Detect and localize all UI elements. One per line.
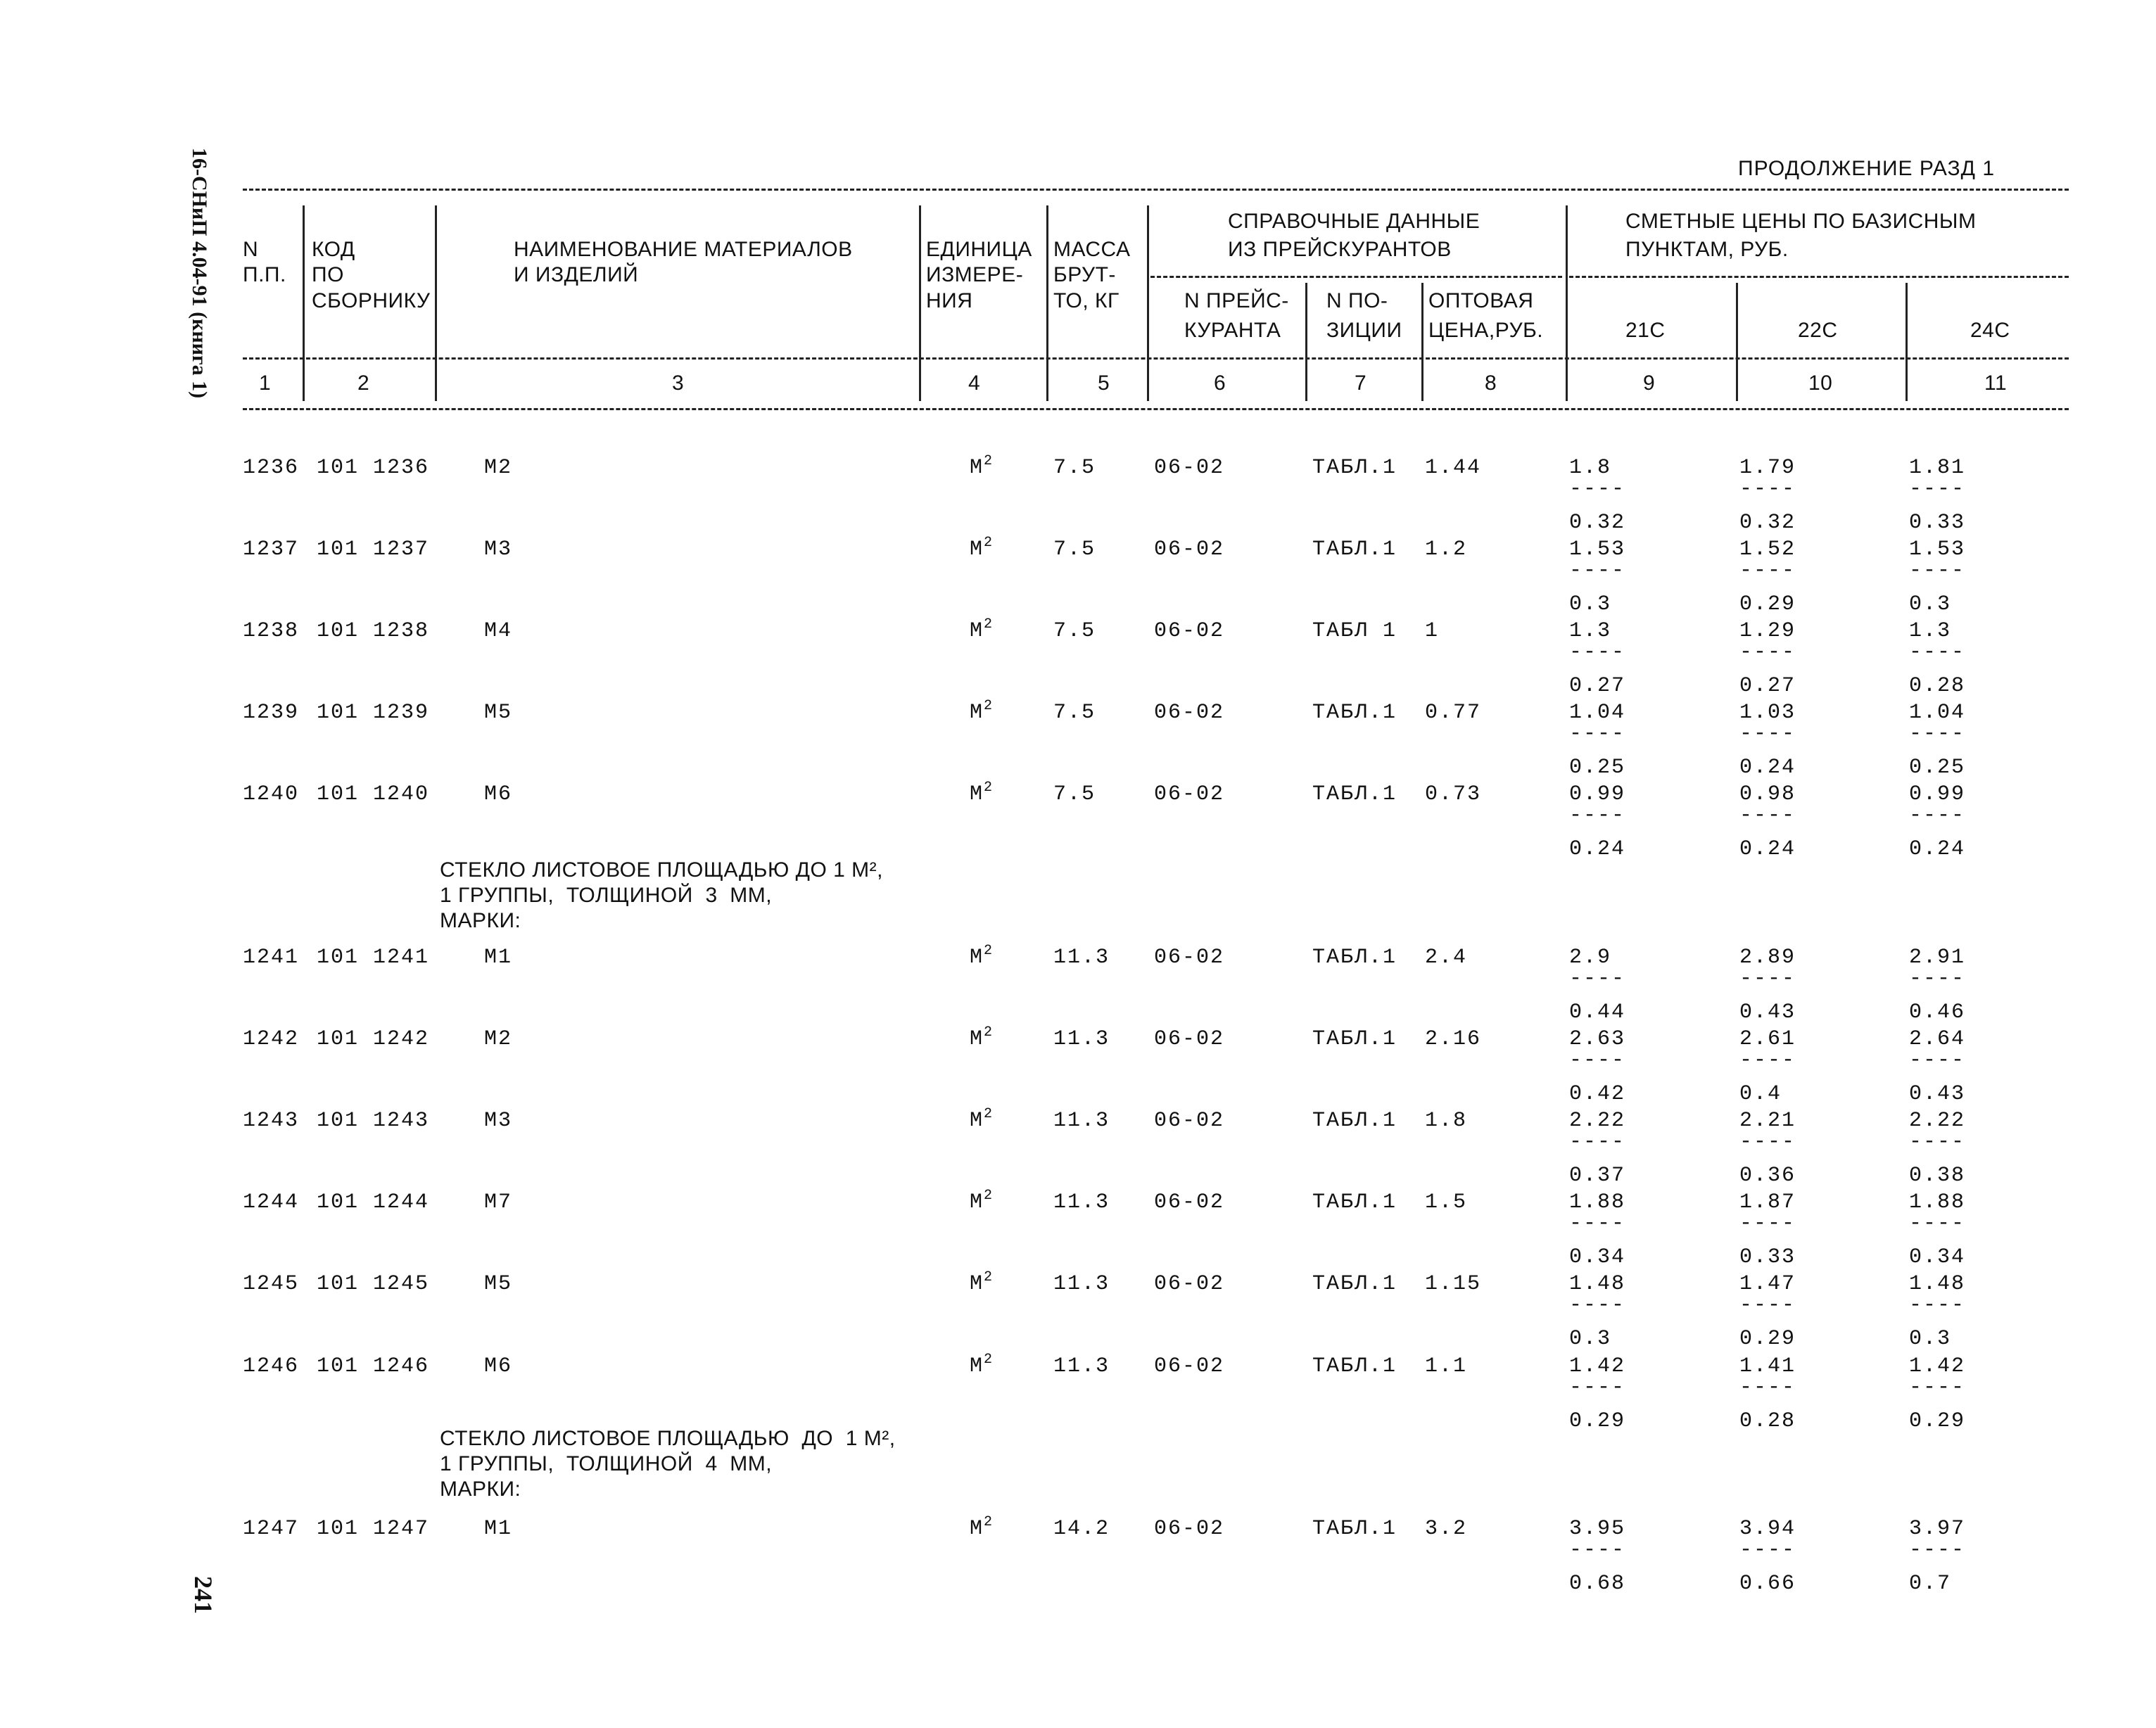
price-24c-secondary: 0.34 xyxy=(1909,1245,1966,1269)
h-group-ref-line2: ИЗ ПРЕЙСКУРАНТОВ xyxy=(1228,238,1452,261)
group-heading-1-line2: 1 ГРУППЫ, ТОЛЩИНОЙ 3 ММ, xyxy=(440,884,773,907)
cell-name: М2 xyxy=(484,1027,513,1051)
divider-5 xyxy=(1147,205,1149,401)
cell-name: М2 xyxy=(484,456,513,480)
cell-price-list: 06-02 xyxy=(1154,619,1225,643)
price-22c-value: 2.21 xyxy=(1739,1109,1796,1133)
h-col2-line3: СБОРНИКУ xyxy=(312,289,431,312)
price-21c-dash: ---- xyxy=(1569,722,1626,746)
price-22c-dash: ---- xyxy=(1739,803,1796,827)
price-22c-secondary: 0.43 xyxy=(1739,1000,1796,1024)
price-21c-value: 1.48 xyxy=(1569,1272,1626,1296)
group-heading-2-line3: МАРКИ: xyxy=(440,1478,521,1501)
price-24c-value: 1.88 xyxy=(1909,1190,1966,1214)
col-num-1: 1 xyxy=(259,371,272,395)
cell-wholesale: 1.44 xyxy=(1425,456,1482,480)
divider-2 xyxy=(435,205,437,401)
continuation-title: ПРОДОЛЖЕНИЕ РАЗД 1 xyxy=(1738,157,1996,180)
col-num-7: 7 xyxy=(1355,371,1367,395)
h-col6-line1: N ПРЕЙС- xyxy=(1184,289,1289,312)
price-22c-secondary: 0.4 xyxy=(1739,1082,1782,1106)
col-num-5: 5 xyxy=(1098,371,1110,395)
price-22c-value: 3.94 xyxy=(1739,1517,1796,1541)
group-heading-2-line1: СТЕКЛО ЛИСТОВОЕ ПЛОЩАДЬЮ ДО 1 М², xyxy=(440,1427,896,1450)
unit-base: М xyxy=(970,1517,984,1541)
h-col1-line2: П.П. xyxy=(243,263,286,286)
price-21c-value: 2.9 xyxy=(1569,946,1612,970)
cell-position: ТАБЛ.1 xyxy=(1312,701,1397,725)
h-col5-line1: МАССА xyxy=(1053,238,1131,261)
cell-price-list: 06-02 xyxy=(1154,1027,1225,1051)
price-21c-value: 2.22 xyxy=(1569,1109,1626,1133)
divider-10 xyxy=(1905,283,1908,401)
cell-n: 1245 xyxy=(243,1272,300,1296)
cell-position: ТАБЛ 1 xyxy=(1312,619,1397,643)
cell-price-list: 06-02 xyxy=(1154,1109,1225,1133)
price-22c-value: 1.52 xyxy=(1739,538,1796,561)
unit-exponent: 2 xyxy=(984,1024,994,1041)
price-24c-dash: ---- xyxy=(1909,1293,1966,1317)
cell-n: 1237 xyxy=(243,538,300,561)
h-col7-line1: N ПО- xyxy=(1326,289,1388,312)
h-col4-line2: ИЗМЕРЕ- xyxy=(926,263,1024,286)
price-22c-dash: ---- xyxy=(1739,722,1796,746)
cell-position: ТАБЛ.1 xyxy=(1312,1517,1397,1541)
price-22c-value: 1.41 xyxy=(1739,1354,1796,1378)
cell-name: М4 xyxy=(484,619,513,643)
price-22c-dash: ---- xyxy=(1739,1538,1796,1562)
col-num-9: 9 xyxy=(1643,371,1656,395)
cell-mass: 7.5 xyxy=(1053,619,1096,643)
cell-n: 1243 xyxy=(243,1109,300,1133)
cell-wholesale: 1 xyxy=(1425,619,1440,643)
price-21c-dash: ---- xyxy=(1569,1212,1626,1235)
price-21c-value: 0.99 xyxy=(1569,782,1626,806)
price-24c-dash: ---- xyxy=(1909,559,1966,583)
price-22c-secondary: 0.33 xyxy=(1739,1245,1796,1269)
price-24c-value: 1.53 xyxy=(1909,538,1966,561)
cell-name: М7 xyxy=(484,1190,513,1214)
unit-exponent: 2 xyxy=(984,616,994,633)
cell-mass: 11.3 xyxy=(1053,946,1110,970)
unit-base: М xyxy=(970,456,984,480)
h-col5-line2: БРУТ- xyxy=(1053,263,1116,286)
unit-base: М xyxy=(970,1354,984,1378)
price-21c-dash: ---- xyxy=(1569,1376,1626,1399)
cell-position: ТАБЛ.1 xyxy=(1312,1272,1397,1296)
cell-position: ТАБЛ.1 xyxy=(1312,538,1397,561)
unit-base: М xyxy=(970,1027,984,1051)
price-21c-value: 2.63 xyxy=(1569,1027,1626,1051)
price-21c-dash: ---- xyxy=(1569,559,1626,583)
col-num-10: 10 xyxy=(1808,371,1833,395)
cell-code: 101 1239 xyxy=(317,701,430,725)
cell-position: ТАБЛ.1 xyxy=(1312,456,1397,480)
price-24c-value: 0.99 xyxy=(1909,782,1966,806)
price-24c-dash: ---- xyxy=(1909,967,1966,991)
cell-wholesale: 1.5 xyxy=(1425,1190,1468,1214)
cell-code: 101 1245 xyxy=(317,1272,430,1296)
price-24c-secondary: 0.33 xyxy=(1909,511,1966,535)
price-21c-dash: ---- xyxy=(1569,1048,1626,1072)
unit-exponent: 2 xyxy=(984,943,994,959)
price-24c-dash: ---- xyxy=(1909,1212,1966,1235)
col-num-8: 8 xyxy=(1485,371,1497,395)
price-21c-value: 1.53 xyxy=(1569,538,1626,561)
price-21c-value: 1.8 xyxy=(1569,456,1612,480)
cell-price-list: 06-02 xyxy=(1154,1190,1225,1214)
h-col4-line3: НИЯ xyxy=(926,289,973,312)
cell-position: ТАБЛ.1 xyxy=(1312,1109,1397,1133)
cell-n: 1241 xyxy=(243,946,300,970)
price-22c-value: 1.29 xyxy=(1739,619,1796,643)
cell-unit xyxy=(970,535,994,562)
price-24c-value: 2.64 xyxy=(1909,1027,1966,1051)
divider-4 xyxy=(1046,205,1048,401)
unit-exponent: 2 xyxy=(984,1514,994,1530)
price-24c-dash: ---- xyxy=(1909,1538,1966,1562)
cell-wholesale: 1.1 xyxy=(1425,1354,1468,1378)
price-24c-value: 1.81 xyxy=(1909,456,1966,480)
unit-exponent: 2 xyxy=(984,780,994,796)
cell-price-list: 06-02 xyxy=(1154,946,1225,970)
cell-position: ТАБЛ.1 xyxy=(1312,1190,1397,1214)
cell-name: М3 xyxy=(484,1109,513,1133)
price-22c-secondary: 0.28 xyxy=(1739,1409,1796,1433)
price-24c-dash: ---- xyxy=(1909,803,1966,827)
cell-name: М5 xyxy=(484,701,513,725)
price-22c-dash: ---- xyxy=(1739,1212,1796,1235)
cell-code: 101 1240 xyxy=(317,782,430,806)
price-21c-dash: ---- xyxy=(1569,803,1626,827)
unit-exponent: 2 xyxy=(984,1188,994,1204)
cell-unit xyxy=(970,780,994,807)
col-num-4: 4 xyxy=(968,371,981,395)
price-24c-dash: ---- xyxy=(1909,477,1966,501)
unit-exponent: 2 xyxy=(984,1352,994,1368)
group-heading-1-line3: МАРКИ: xyxy=(440,909,521,932)
cell-position: ТАБЛ.1 xyxy=(1312,946,1397,970)
cell-code: 101 1238 xyxy=(317,619,430,643)
unit-base: М xyxy=(970,782,984,806)
cell-name: М6 xyxy=(484,782,513,806)
h-group-prices-line2: ПУНКТАМ, РУБ. xyxy=(1625,238,1789,261)
price-22c-dash: ---- xyxy=(1739,1048,1796,1072)
group-heading-1-line1: СТЕКЛО ЛИСТОВОЕ ПЛОЩАДЬЮ ДО 1 М², xyxy=(440,858,889,882)
price-22c-dash: ---- xyxy=(1739,1293,1796,1317)
cell-code: 101 1236 xyxy=(317,456,430,480)
unit-exponent: 2 xyxy=(984,1269,994,1285)
h-col11: 24С xyxy=(1970,319,2010,342)
price-24c-dash: ---- xyxy=(1909,640,1966,664)
cell-n: 1238 xyxy=(243,619,300,643)
price-21c-dash: ---- xyxy=(1569,1538,1626,1562)
cell-mass: 14.2 xyxy=(1053,1517,1110,1541)
cell-name: М1 xyxy=(484,1517,513,1541)
cell-name: М3 xyxy=(484,538,513,561)
cell-wholesale: 2.16 xyxy=(1425,1027,1482,1051)
unit-exponent: 2 xyxy=(984,698,994,714)
cell-code: 101 1241 xyxy=(317,946,430,970)
price-24c-secondary: 0.46 xyxy=(1909,1000,1966,1024)
price-21c-dash: ---- xyxy=(1569,640,1626,664)
price-22c-secondary: 0.32 xyxy=(1739,511,1796,535)
cell-mass: 11.3 xyxy=(1053,1354,1110,1378)
price-21c-dash: ---- xyxy=(1569,1293,1626,1317)
cell-price-list: 06-02 xyxy=(1154,1354,1225,1378)
price-24c-secondary: 0.29 xyxy=(1909,1409,1966,1433)
cell-price-list: 06-02 xyxy=(1154,782,1225,806)
price-22c-dash: ---- xyxy=(1739,559,1796,583)
price-24c-secondary: 0.25 xyxy=(1909,756,1966,780)
h-col10: 22С xyxy=(1798,319,1838,342)
h-col6-line2: КУРАНТА xyxy=(1184,319,1281,342)
unit-exponent: 2 xyxy=(984,535,994,551)
divider-3 xyxy=(919,205,921,401)
price-22c-secondary: 0.24 xyxy=(1739,837,1796,861)
cell-mass: 11.3 xyxy=(1053,1109,1110,1133)
cell-price-list: 06-02 xyxy=(1154,1517,1225,1541)
unit-exponent: 2 xyxy=(984,1106,994,1122)
h-group-ref-line1: СПРАВОЧНЫЕ ДАННЫЕ xyxy=(1228,210,1480,233)
price-22c-value: 1.03 xyxy=(1739,701,1796,725)
group-heading-2-line2: 1 ГРУППЫ, ТОЛЩИНОЙ 4 ММ, xyxy=(440,1452,773,1475)
cell-wholesale: 0.77 xyxy=(1425,701,1482,725)
price-22c-value: 1.87 xyxy=(1739,1190,1796,1214)
price-24c-value: 1.04 xyxy=(1909,701,1966,725)
price-24c-value: 2.22 xyxy=(1909,1109,1966,1133)
cell-mass: 7.5 xyxy=(1053,538,1096,561)
cell-name: М6 xyxy=(484,1354,513,1378)
h-col3-line1: НАИМЕНОВАНИЕ МАТЕРИАЛОВ xyxy=(514,238,853,261)
price-24c-value: 2.91 xyxy=(1909,946,1966,970)
price-22c-value: 1.79 xyxy=(1739,456,1796,480)
unit-exponent: 2 xyxy=(984,453,994,469)
divider-9 xyxy=(1736,283,1738,401)
cell-unit xyxy=(970,453,994,481)
price-22c-value: 2.89 xyxy=(1739,946,1796,970)
cell-unit xyxy=(970,1352,994,1379)
price-24c-secondary: 0.38 xyxy=(1909,1164,1966,1188)
cell-position: ТАБЛ.1 xyxy=(1312,1027,1397,1051)
cell-price-list: 06-02 xyxy=(1154,1272,1225,1296)
price-24c-dash: ---- xyxy=(1909,1130,1966,1154)
cell-code: 101 1247 xyxy=(317,1517,430,1541)
side-title: 16-СНиП 4.04-91 (книга 1) xyxy=(188,148,211,399)
price-24c-dash: ---- xyxy=(1909,1376,1966,1399)
cell-wholesale: 2.4 xyxy=(1425,946,1468,970)
cell-name: М5 xyxy=(484,1272,513,1296)
group-ref-rule xyxy=(1150,276,1562,278)
cell-wholesale: 1.8 xyxy=(1425,1109,1468,1133)
price-21c-secondary: 0.44 xyxy=(1569,1000,1626,1024)
cell-unit xyxy=(970,1106,994,1133)
price-22c-secondary: 0.29 xyxy=(1739,592,1796,616)
h-col2-line2: ПО xyxy=(312,263,344,286)
price-22c-secondary: 0.27 xyxy=(1739,674,1796,698)
cell-unit xyxy=(970,1024,994,1052)
price-22c-dash: ---- xyxy=(1739,1376,1796,1399)
cell-name: М1 xyxy=(484,946,513,970)
price-21c-secondary: 0.25 xyxy=(1569,756,1626,780)
cell-n: 1246 xyxy=(243,1354,300,1378)
price-21c-secondary: 0.24 xyxy=(1569,837,1626,861)
price-22c-dash: ---- xyxy=(1739,477,1796,501)
cell-mass: 7.5 xyxy=(1053,456,1096,480)
unit-base: М xyxy=(970,1190,984,1214)
cell-n: 1240 xyxy=(243,782,300,806)
price-21c-secondary: 0.27 xyxy=(1569,674,1626,698)
price-24c-secondary: 0.7 xyxy=(1909,1572,1952,1596)
price-24c-secondary: 0.28 xyxy=(1909,674,1966,698)
cell-unit xyxy=(970,1188,994,1215)
col-num-6: 6 xyxy=(1214,371,1226,395)
unit-base: М xyxy=(970,946,984,970)
price-24c-secondary: 0.3 xyxy=(1909,1327,1952,1351)
price-21c-secondary: 0.34 xyxy=(1569,1245,1626,1269)
price-21c-secondary: 0.3 xyxy=(1569,1327,1612,1351)
h-col3-line2: И ИЗДЕЛИЙ xyxy=(514,263,639,286)
h-col2-line1: КОД xyxy=(312,238,355,261)
price-22c-dash: ---- xyxy=(1739,967,1796,991)
h-col5-line3: ТО, КГ xyxy=(1053,289,1120,312)
cell-position: ТАБЛ.1 xyxy=(1312,782,1397,806)
divider-7 xyxy=(1421,283,1423,401)
price-24c-dash: ---- xyxy=(1909,722,1966,746)
unit-base: М xyxy=(970,1109,984,1133)
price-24c-value: 1.42 xyxy=(1909,1354,1966,1378)
price-22c-secondary: 0.29 xyxy=(1739,1327,1796,1351)
h-col4-line1: ЕДИНИЦА xyxy=(926,238,1032,261)
price-22c-value: 1.47 xyxy=(1739,1272,1796,1296)
page-number: 241 xyxy=(189,1576,217,1614)
price-24c-dash: ---- xyxy=(1909,1048,1966,1072)
unit-base: М xyxy=(970,619,984,643)
divider-6 xyxy=(1305,283,1307,401)
cell-n: 1239 xyxy=(243,701,300,725)
cell-unit xyxy=(970,1514,994,1542)
cell-unit xyxy=(970,698,994,725)
price-24c-value: 1.48 xyxy=(1909,1272,1966,1296)
price-21c-secondary: 0.68 xyxy=(1569,1572,1626,1596)
cell-price-list: 06-02 xyxy=(1154,456,1225,480)
cell-mass: 7.5 xyxy=(1053,782,1096,806)
price-24c-secondary: 0.3 xyxy=(1909,592,1952,616)
price-21c-dash: ---- xyxy=(1569,967,1626,991)
cell-mass: 11.3 xyxy=(1053,1190,1110,1214)
price-21c-value: 1.88 xyxy=(1569,1190,1626,1214)
cell-n: 1244 xyxy=(243,1190,300,1214)
cell-wholesale: 1.15 xyxy=(1425,1272,1482,1296)
unit-base: М xyxy=(970,538,984,561)
cell-mass: 11.3 xyxy=(1053,1272,1110,1296)
divider-8 xyxy=(1566,205,1568,401)
cell-code: 101 1237 xyxy=(317,538,430,561)
cell-unit xyxy=(970,1269,994,1297)
price-22c-secondary: 0.66 xyxy=(1739,1572,1796,1596)
price-22c-dash: ---- xyxy=(1739,1130,1796,1154)
cell-n: 1247 xyxy=(243,1517,300,1541)
h-col8-line1: ОПТОВАЯ xyxy=(1428,289,1534,312)
price-21c-dash: ---- xyxy=(1569,477,1626,501)
cell-code: 101 1244 xyxy=(317,1190,430,1214)
price-22c-dash: ---- xyxy=(1739,640,1796,664)
price-24c-secondary: 0.43 xyxy=(1909,1082,1966,1106)
cell-price-list: 06-02 xyxy=(1154,701,1225,725)
price-21c-value: 1.3 xyxy=(1569,619,1612,643)
price-22c-value: 2.61 xyxy=(1739,1027,1796,1051)
price-22c-secondary: 0.36 xyxy=(1739,1164,1796,1188)
cell-wholesale: 3.2 xyxy=(1425,1517,1468,1541)
h-col9: 21С xyxy=(1625,319,1666,342)
price-21c-secondary: 0.42 xyxy=(1569,1082,1626,1106)
price-24c-value: 3.97 xyxy=(1909,1517,1966,1541)
cell-mass: 11.3 xyxy=(1053,1027,1110,1051)
price-21c-secondary: 0.3 xyxy=(1569,592,1612,616)
price-21c-secondary: 0.29 xyxy=(1569,1409,1626,1433)
price-24c-value: 1.3 xyxy=(1909,619,1952,643)
price-21c-dash: ---- xyxy=(1569,1130,1626,1154)
group-prices-rule xyxy=(1569,276,2069,278)
unit-base: М xyxy=(970,701,984,725)
cell-code: 101 1243 xyxy=(317,1109,430,1133)
cell-mass: 7.5 xyxy=(1053,701,1096,725)
header-bottom-rule xyxy=(243,408,2069,410)
cell-code: 101 1242 xyxy=(317,1027,430,1051)
h-col1-line1: N xyxy=(243,238,259,261)
cell-wholesale: 0.73 xyxy=(1425,782,1482,806)
price-21c-value: 1.04 xyxy=(1569,701,1626,725)
col-num-2: 2 xyxy=(357,371,370,395)
col-num-3: 3 xyxy=(672,371,685,395)
cell-code: 101 1246 xyxy=(317,1354,430,1378)
cell-wholesale: 1.2 xyxy=(1425,538,1468,561)
h-group-prices-line1: СМЕТНЫЕ ЦЕНЫ ПО БАЗИСНЫМ xyxy=(1625,210,1977,233)
divider-1 xyxy=(303,205,305,401)
unit-base: М xyxy=(970,1272,984,1296)
cell-position: ТАБЛ.1 xyxy=(1312,1354,1397,1378)
header-top-rule xyxy=(243,189,2069,191)
cell-unit xyxy=(970,616,994,644)
cell-n: 1236 xyxy=(243,456,300,480)
col-num-11: 11 xyxy=(1984,371,2008,395)
price-21c-secondary: 0.32 xyxy=(1569,511,1626,535)
price-21c-value: 3.95 xyxy=(1569,1517,1626,1541)
price-21c-value: 1.42 xyxy=(1569,1354,1626,1378)
cell-n: 1242 xyxy=(243,1027,300,1051)
price-24c-secondary: 0.24 xyxy=(1909,837,1966,861)
price-22c-value: 0.98 xyxy=(1739,782,1796,806)
cell-price-list: 06-02 xyxy=(1154,538,1225,561)
h-col7-line2: ЗИЦИИ xyxy=(1326,319,1402,342)
h-col8-line2: ЦЕНА,РУБ. xyxy=(1428,319,1544,342)
cell-unit xyxy=(970,943,994,970)
header-mid-rule xyxy=(243,357,2069,360)
price-21c-secondary: 0.37 xyxy=(1569,1164,1626,1188)
price-22c-secondary: 0.24 xyxy=(1739,756,1796,780)
